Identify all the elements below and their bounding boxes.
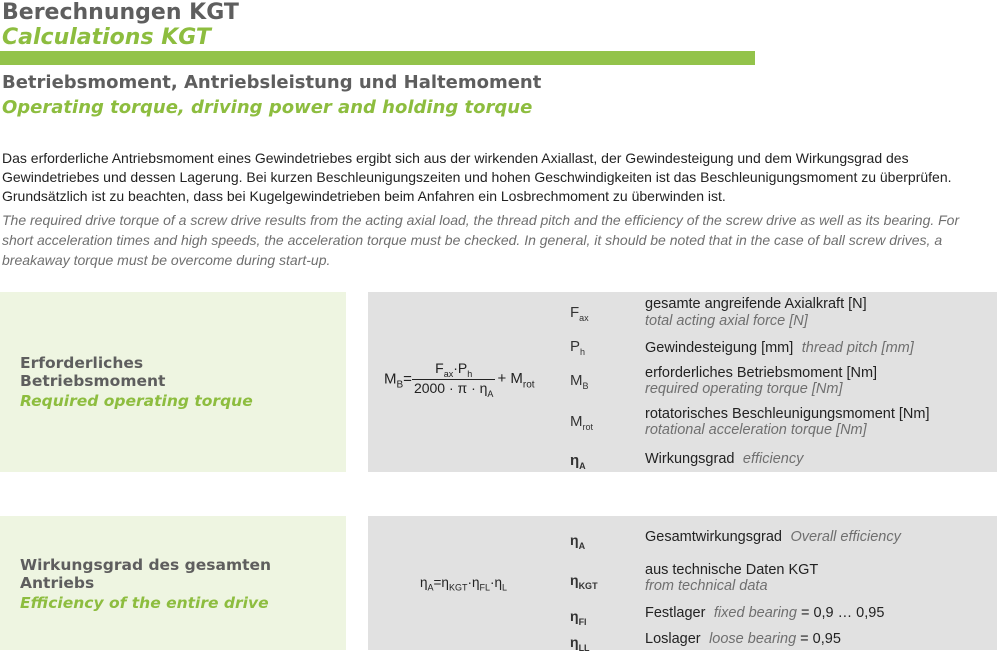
efficiency-formula: $\eta_A=\eta_{KGT}\cdot\eta_{FL}\cdot\eta_L$ — [420, 575, 508, 593]
symbol-ph: $P_h$ — [570, 338, 586, 357]
block-label-de-2: Betriebsmoment — [20, 372, 166, 390]
legend-en: loose bearing — [709, 631, 797, 647]
symbol-eta-ll: $\eta_{LL}$ — [570, 634, 590, 653]
formula-fraction: $\frac{F_{ax}\cdot P_h}{2000 \cdot \pi \cdot \eta_A}$ — [413, 360, 494, 399]
block-label-de: Erforderliches — [20, 354, 144, 372]
legend-de: Gesamtwirkungsgrad — [645, 529, 782, 545]
legend-en: fixed bearing — [713, 605, 797, 621]
page-title: Berechnungen KGT — [2, 0, 239, 25]
legend-en: efficiency — [742, 451, 804, 467]
legend-row — [570, 532, 585, 551]
efficiency-formula-panel — [368, 516, 997, 653]
legend-de: aus technische Daten KGT — [645, 562, 819, 578]
legend-row — [570, 372, 589, 391]
legend-row — [570, 413, 593, 432]
legend-de: rotatorisches Beschleunigungsmoment [Nm] — [645, 406, 930, 422]
legend-de: erforderliches Betriebsmoment [Nm] — [645, 365, 878, 381]
symbol-mb: $M_B$ — [570, 372, 589, 391]
symbol-eta-a: $\eta_A$ — [570, 452, 586, 471]
legend-de: Wirkungsgrad — [645, 451, 735, 467]
legend-de: Loslager — [645, 631, 701, 647]
legend-value: = 0,9 … 0,95 — [796, 605, 885, 621]
legend-de: gesamte angreifende Axialkraft [N] — [645, 296, 867, 312]
legend-row — [570, 338, 585, 357]
symbol-eta-fl: $\eta_{Fl}$ — [570, 608, 587, 627]
operating-torque-formula: $M_B=$ $\frac{F_{ax}\cdot P_h}{2000 \cdot \pi \cdot \eta_A}$ + $M_{rot}$ — [384, 360, 535, 399]
operating-torque-label-panel — [0, 292, 346, 472]
block-label-en: Efficiency of the entire drive — [20, 594, 269, 612]
legend-row — [570, 452, 586, 471]
block-label-en: Required operating torque — [20, 392, 253, 410]
symbol-eta-a: $\eta_A$ — [570, 532, 586, 551]
legend-row — [570, 572, 598, 591]
section-title: Betriebsmoment, Antriebsleistung und Haltemoment — [2, 72, 542, 93]
legend-en: from technical data — [645, 578, 768, 594]
legend-de: Gewindesteigung [mm] — [645, 340, 794, 356]
legend-value: = 0,95 — [796, 631, 841, 647]
intro-paragraph-de: Das erforderliche Antriebsmoment eines Gewindetriebes ergibt sich aus der wirkenden Axiallast, der Gewindesteigung und dem Wirkungsgrad des Gewindetriebes und dessen Lagerung. Bei kurzen Beschleunigungszeiten und hohen Geschwindigkeiten ist das Beschleunigungsmoment zu überprüfen. Grundsätzlich ist zu beachten, dass bei Kugelgewindetrieben beim Anfahren ein Losbrechmoment zu überwinden ist. — [2, 150, 952, 204]
legend-en: Overall efficiency — [790, 529, 901, 545]
legend-en: required operating torque [Nm] — [645, 381, 843, 397]
block-label-de: Wirkungsgrad des gesamten — [20, 556, 272, 574]
operating-torque-formula-panel — [368, 292, 997, 472]
symbol-eta-kgt: $\eta_{KGT}$ — [570, 572, 598, 591]
legend-row — [570, 608, 587, 627]
symbol-fax: $F_{ax}$ — [570, 304, 589, 323]
efficiency-label-panel — [0, 516, 346, 650]
symbol-mrot: $M_{rot}$ — [570, 413, 594, 432]
legend-en: rotational acceleration torque [Nm] — [645, 422, 867, 438]
legend-en: total acting axial force [N] — [645, 313, 808, 329]
page-title-english: Calculations KGT — [2, 25, 211, 50]
block-label-de-2: Antriebs — [20, 574, 95, 592]
formula-lhs: M — [384, 370, 397, 388]
legend-de: Festlager — [645, 605, 706, 621]
section-title-english: Operating torque, driving power and holding torque — [2, 97, 533, 118]
legend-en: thread pitch [mm] — [801, 340, 914, 356]
intro-paragraph-en: The required drive torque of a screw drive results from the acting axial load, the thread pitch and the efficiency of the screw drive as well as its bearing. For short acceleration times and high speeds, the acceleration torque must be checked. In general, it should be noted that in the case of ball screw drives, a breakaway torque must be overcome during start-up. — [2, 212, 960, 268]
legend-row — [570, 304, 589, 323]
accent-bar — [0, 51, 755, 65]
